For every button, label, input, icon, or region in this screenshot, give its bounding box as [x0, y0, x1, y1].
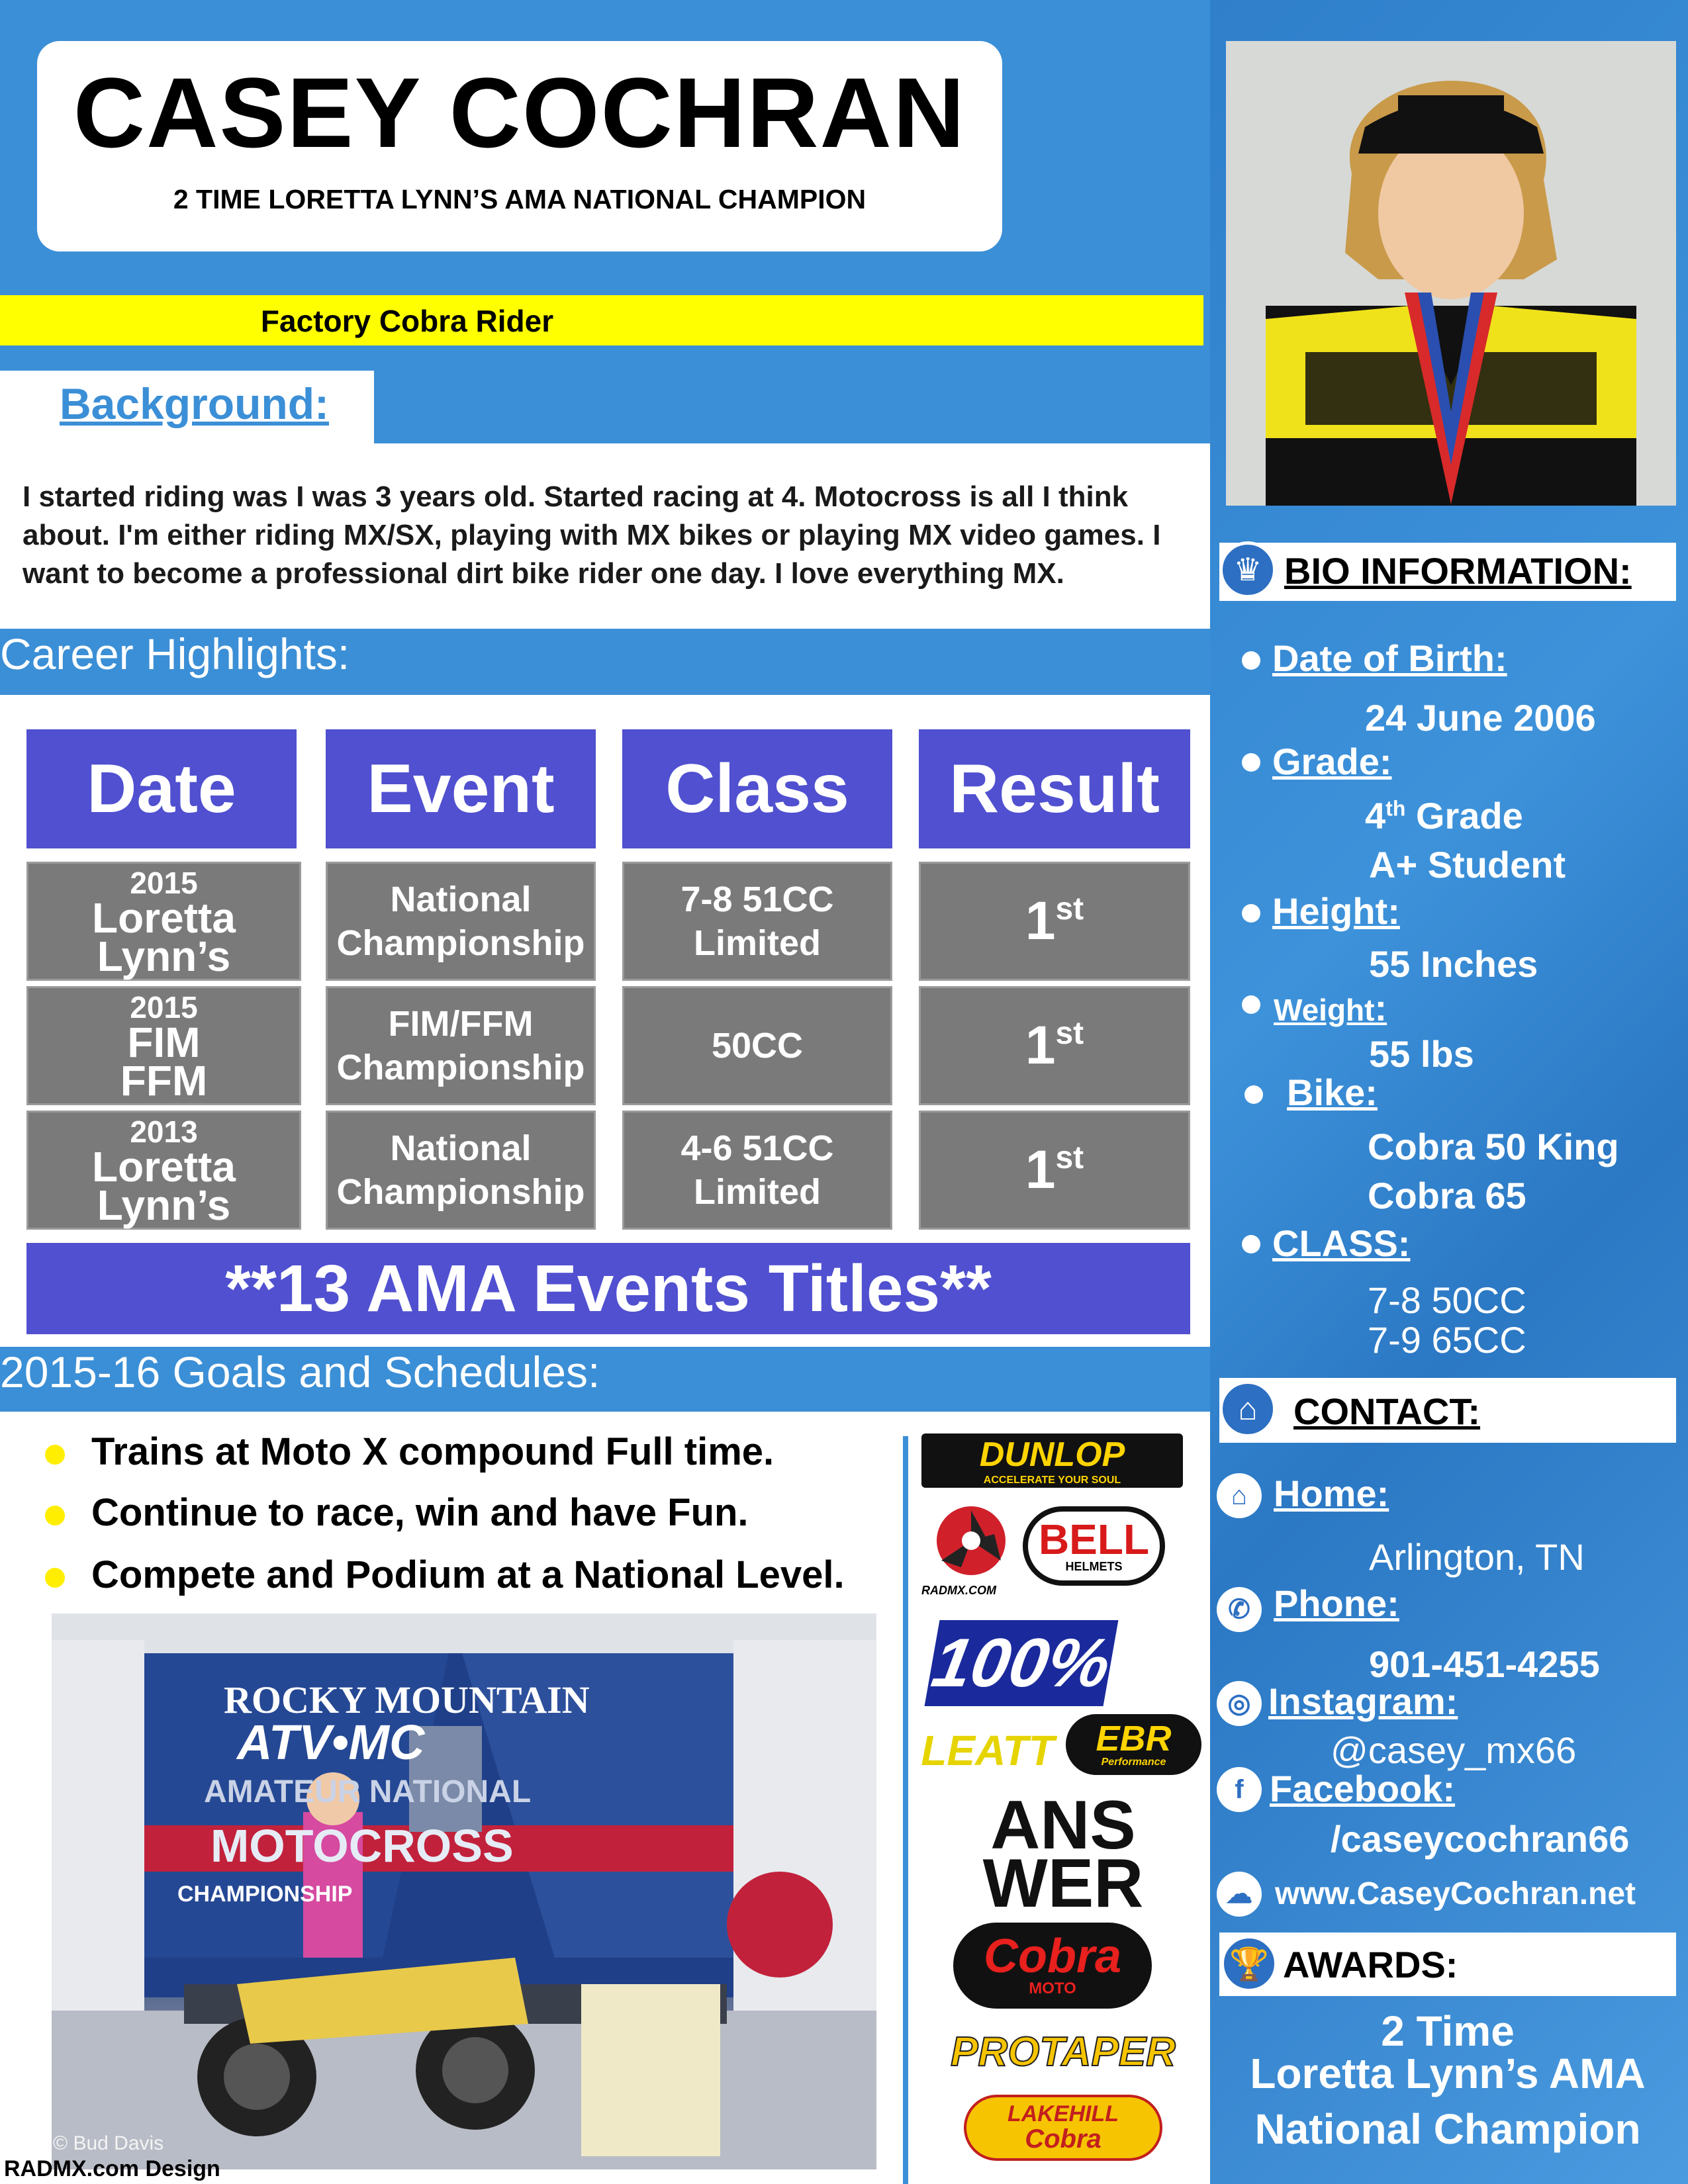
leatt-logo: LEATT	[921, 1727, 1055, 1774]
protaper-logo: PROTAPER	[951, 2028, 1176, 2075]
grade-label: Grade:	[1272, 741, 1392, 782]
table-row-2-class	[622, 986, 892, 1105]
row-1-venue-1: Loretta	[92, 894, 236, 942]
instagram-icon: ◎	[1217, 1681, 1262, 1726]
row-1-event-line-2: Championship	[336, 923, 585, 963]
grade-word: Grade	[1405, 795, 1523, 837]
awards-line-1: 2 Time	[1381, 2007, 1515, 2055]
dob-value: 24 June 2006	[1365, 697, 1596, 739]
background-text: I started riding was I was 3 years old. Started racing at 4. Motocross is all I think about. I'm either riding MX/SX, playing with MX bikes or playing MX video games. I want to become a professional dirt bike rider one day. I love everything MX.	[23, 480, 1161, 590]
row-3-year: 2013	[130, 1115, 198, 1149]
weight-value: 55 lbs	[1369, 1033, 1474, 1075]
column-header-date: Date	[26, 729, 297, 848]
hundred-percent-logo: 100%	[925, 1620, 1119, 1706]
website-value: www.CaseyCochran.net	[1275, 1876, 1636, 1911]
dunlop-logo-text: DUNLOP	[979, 1435, 1125, 1474]
home-label: Home:	[1274, 1473, 1389, 1514]
bike-value-2: Cobra 65	[1368, 1175, 1526, 1216]
goal-item-3	[45, 1553, 845, 1597]
cobra-tagline: MOTO	[1029, 1979, 1076, 1997]
website-icon: ☁	[1217, 1872, 1262, 1917]
photo-banner-line-3: AMATEUR NATIONAL	[204, 1774, 532, 1809]
facebook-value: /caseycochran66	[1331, 1818, 1630, 1860]
background-heading-box	[0, 371, 374, 445]
podium-photo	[52, 1614, 876, 2169]
ebr-tagline: Performance	[1101, 1756, 1166, 1768]
table-row-3-date	[26, 1111, 301, 1230]
sponsor-banner-text: Factory Cobra Rider	[260, 304, 554, 338]
goal-bullet-icon	[45, 1568, 65, 1588]
class-value-2: 7-9 65CC	[1368, 1319, 1526, 1361]
career-heading: Career Highlights:	[0, 629, 350, 678]
career-heading-box	[0, 629, 523, 695]
contact-heading: CONTACT:	[1293, 1390, 1481, 1432]
phone-label: Phone:	[1274, 1582, 1399, 1624]
awards-line-3: National Champion	[1254, 2105, 1641, 2153]
weight-label	[1274, 986, 1387, 1029]
profile-photo	[1226, 41, 1676, 506]
phone-icon: ✆	[1217, 1587, 1262, 1632]
cobra-logo-text: Cobra	[983, 1930, 1122, 1983]
weight-label-text: Weight	[1274, 993, 1375, 1027]
row-1-class-line-1: 7-8 51CC	[680, 880, 834, 919]
table-row-1-date	[26, 862, 301, 981]
dunlop-tagline: ACCELERATE YOUR SOUL	[983, 1475, 1121, 1486]
table-row-2-result	[919, 986, 1190, 1105]
instagram-value: @casey_mx66	[1331, 1729, 1577, 1771]
sponsor-divider	[903, 1436, 908, 2184]
profile-photo-image	[1226, 41, 1676, 506]
row-3-class-line-2: Limited	[693, 1172, 821, 1212]
row-3-result: 1	[1025, 1140, 1056, 1200]
table-row-3-class	[622, 1111, 892, 1230]
class-value-1: 7-8 50CC	[1368, 1279, 1526, 1321]
bell-tagline: HELMETS	[1065, 1559, 1123, 1573]
row-2-result-suffix: st	[1055, 1016, 1084, 1051]
table-row-2-event	[326, 986, 596, 1105]
radmx-logo	[921, 1501, 1021, 1600]
row-1-result-suffix: st	[1055, 891, 1084, 927]
table-row-1-event	[326, 862, 596, 981]
photo-copyright: © Bud Davis	[53, 2132, 164, 2154]
row-2-class-line-1: 50CC	[711, 1026, 804, 1066]
dunlop-logo	[921, 1433, 1183, 1488]
trophy-icon: 🏆	[1221, 1935, 1278, 1992]
goal-text-2: Continue to race, win and have Fun.	[91, 1491, 749, 1534]
weight-label-colon: :	[1374, 987, 1387, 1028]
goal-bullet-icon	[45, 1445, 65, 1465]
bullet-icon	[1242, 995, 1260, 1014]
phone-value: 901-451-4255	[1369, 1643, 1600, 1685]
table-row-2-date	[26, 986, 301, 1105]
table-row-3-event	[326, 1111, 596, 1230]
goal-item-1	[45, 1430, 774, 1474]
photo-banner-line-2: ATV•MC	[237, 1715, 425, 1770]
sponsor-banner	[0, 295, 1203, 345]
lakehill-logo	[964, 2095, 1162, 2161]
row-3-venue-2: Lynn’s	[97, 1181, 231, 1229]
rider-subtitle: 2 TIME LORETTA LYNN’S AMA NATIONAL CHAMPION	[173, 184, 867, 214]
bullet-icon	[1242, 904, 1260, 923]
goal-item-2	[45, 1490, 749, 1535]
home-icon: ⌂	[1219, 1381, 1276, 1437]
background-heading: Background:	[60, 379, 330, 428]
row-3-result-suffix: st	[1055, 1140, 1084, 1175]
row-2-result: 1	[1025, 1015, 1056, 1075]
home-icon: ⌂	[1217, 1473, 1262, 1518]
row-1-class-line-2: Limited	[693, 923, 821, 963]
table-row-1-class	[622, 862, 892, 981]
bike-label: Bike:	[1287, 1071, 1378, 1113]
grade-student: A+ Student	[1369, 844, 1566, 886]
row-2-event-line-2: Championship	[336, 1048, 585, 1087]
radmx-icon	[921, 1501, 1021, 1580]
row-2-year: 2015	[130, 990, 198, 1024]
grade-value	[1365, 794, 1523, 837]
bike-value-1: Cobra 50 King	[1368, 1126, 1619, 1167]
cobra-logo	[953, 1923, 1152, 2009]
row-1-result: 1	[1025, 891, 1056, 951]
answer-logo-line-2: WER	[982, 1845, 1144, 1922]
facebook-icon: f	[1217, 1767, 1262, 1812]
goal-text-3: Compete and Podium at a National Level.	[91, 1553, 845, 1596]
row-2-event-line-1: FIM/FFM	[388, 1004, 534, 1044]
ebr-logo-text: EBR	[1096, 1719, 1172, 1758]
row-3-event-line-2: Championship	[336, 1172, 585, 1212]
design-credit: RADMX.com Design	[4, 2156, 220, 2181]
bullet-icon	[1242, 651, 1260, 670]
table-row-3-result	[919, 1111, 1190, 1230]
class-label: CLASS:	[1272, 1222, 1411, 1264]
lakehill-logo-line-2: Cobra	[1025, 2124, 1102, 2154]
photo-banner-line-5: CHAMPIONSHIP	[177, 1882, 353, 1907]
event-titles-bar: **13 AMA Events Titles**	[26, 1243, 1190, 1334]
photo-banner-line-1: ROCKY MOUNTAIN	[224, 1678, 590, 1721]
rider-name: CASEY COCHRAN	[73, 57, 966, 168]
title-card	[37, 41, 1002, 251]
contact-heading-box	[1219, 1378, 1676, 1443]
row-1-year: 2015	[130, 866, 198, 900]
facebook-label: Facebook:	[1270, 1768, 1456, 1809]
height-value: 55 Inches	[1369, 943, 1538, 985]
table-row-1-result	[919, 862, 1190, 981]
column-header-class: Class	[622, 729, 892, 848]
awards-heading-box	[1219, 1933, 1676, 1996]
dob-label: Date of Birth:	[1272, 637, 1507, 679]
home-value: Arlington, TN	[1369, 1536, 1585, 1578]
bullet-icon	[1242, 1235, 1260, 1253]
row-1-venue-2: Lynn’s	[97, 933, 231, 980]
bell-logo	[1023, 1506, 1165, 1586]
lakehill-logo-line-1: LAKEHILL	[1007, 2101, 1119, 2126]
row-2-venue-1: FIM	[127, 1019, 201, 1066]
answer-logo-line-1: ANS	[990, 1787, 1136, 1864]
instagram-label: Instagram:	[1268, 1680, 1458, 1722]
goal-text-1: Trains at Moto X compound Full time.	[91, 1430, 774, 1473]
row-3-venue-1: Loretta	[92, 1143, 236, 1191]
goal-bullet-icon	[45, 1506, 65, 1525]
bullet-icon	[1242, 753, 1260, 772]
photo-banner-line-4: MOTOCROSS	[211, 1820, 514, 1872]
column-header-result: Result	[919, 729, 1190, 848]
awards-line-2: Loretta Lynn’s AMA	[1250, 2050, 1646, 2097]
column-header-event: Event	[326, 729, 596, 848]
grade-suffix: th	[1385, 796, 1406, 821]
grade-number: 4	[1365, 795, 1386, 837]
goals-heading-box	[0, 1347, 1210, 1412]
row-3-event-line-1: National	[390, 1128, 532, 1168]
radmx-logo-text: RADMX.COM	[921, 1584, 996, 1597]
row-2-venue-2: FFM	[120, 1057, 208, 1105]
row-3-class-line-1: 4-6 51CC	[680, 1128, 834, 1168]
awards-heading: AWARDS:	[1283, 1944, 1458, 1985]
crown-icon: ♛	[1219, 541, 1276, 598]
bio-heading: BIO INFORMATION:	[1284, 550, 1632, 592]
bullet-icon	[1244, 1085, 1263, 1104]
bell-logo-text: BELL	[1038, 1515, 1150, 1563]
bio-heading-box	[1219, 543, 1676, 601]
goals-heading: 2015-16 Goals and Schedules:	[0, 1347, 600, 1396]
background-box	[0, 443, 1210, 629]
height-label: Height:	[1272, 890, 1400, 932]
podium-photo-image	[52, 1614, 876, 2169]
ebr-logo	[1066, 1714, 1201, 1775]
row-1-event-line-1: National	[390, 880, 532, 919]
answer-logo	[927, 1787, 1199, 1922]
